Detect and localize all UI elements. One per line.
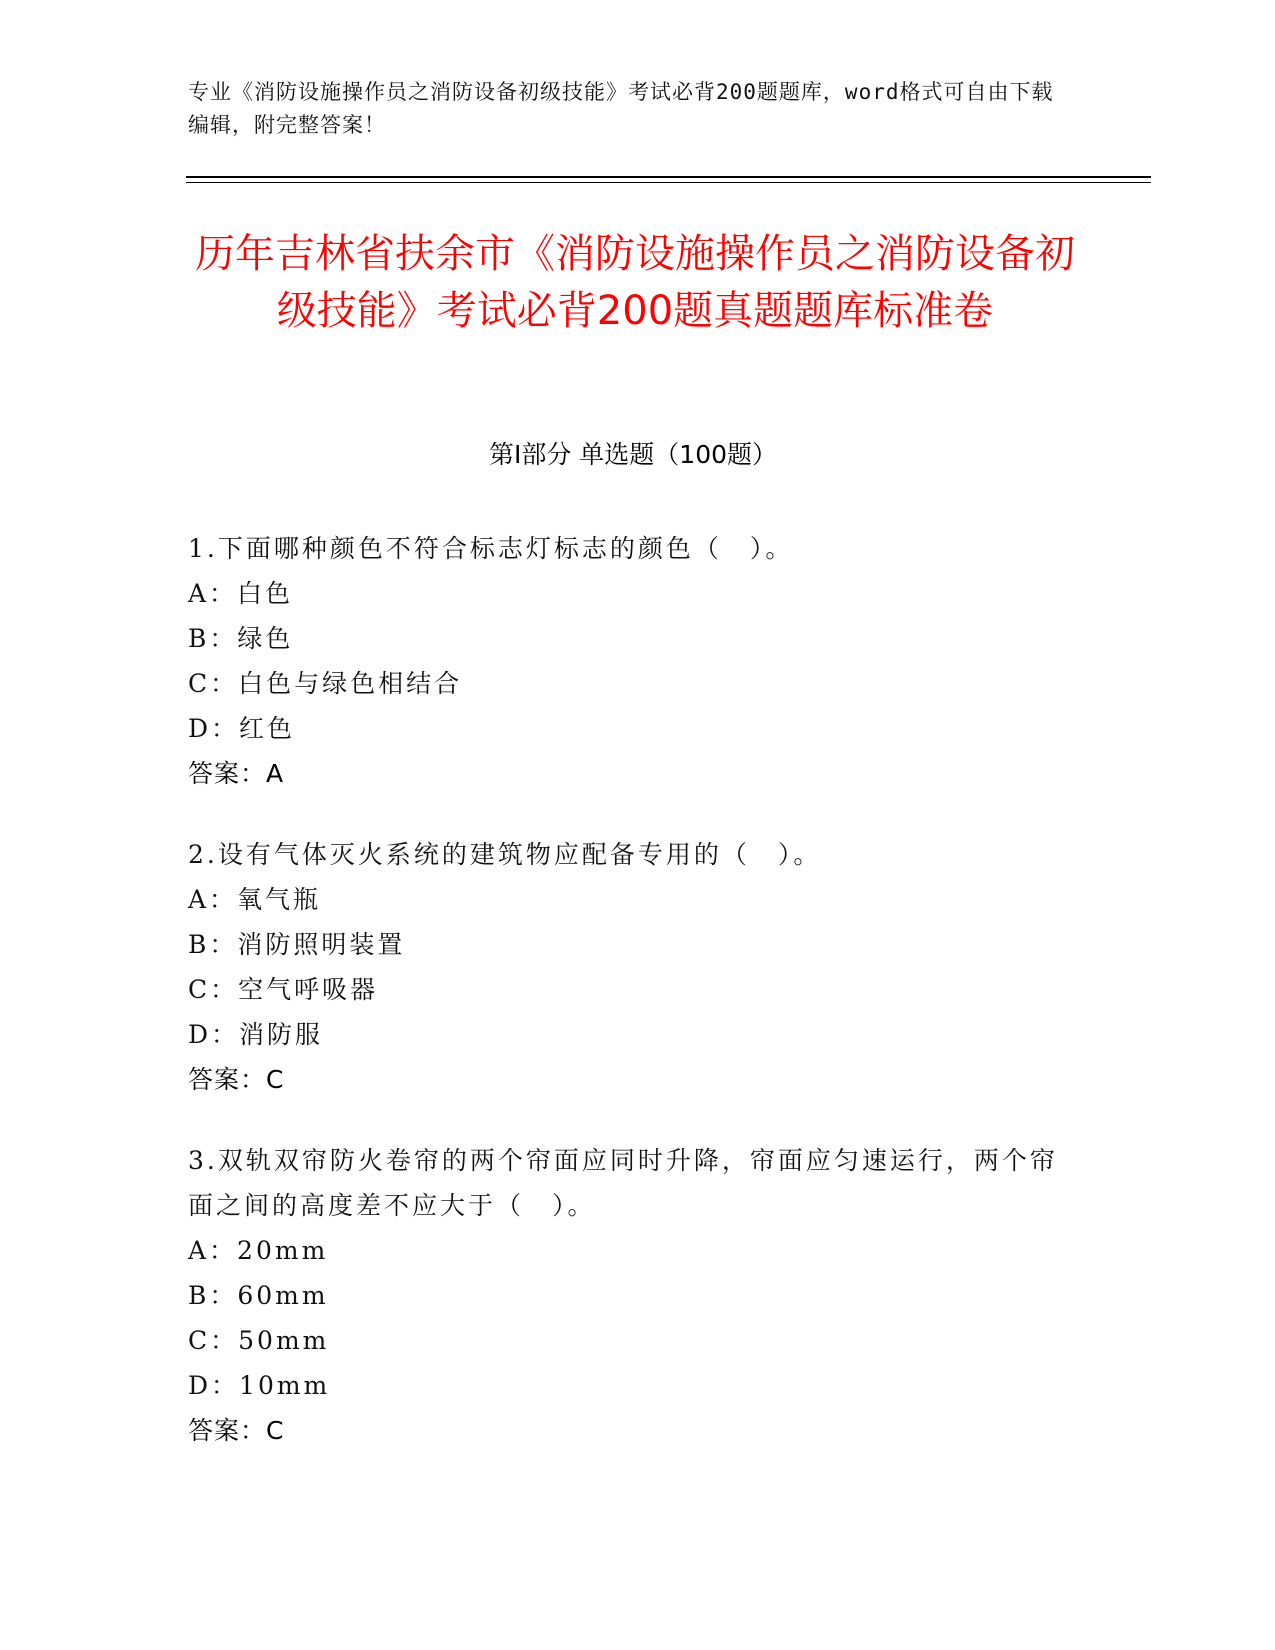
- header-divider-thin: [186, 182, 1151, 183]
- option-b: B：绿色: [188, 624, 294, 653]
- question-stem: 2.设有气体灭火系统的建筑物应配备专用的（ ）。: [188, 840, 822, 869]
- answer: 答案：C: [188, 1416, 285, 1445]
- question-list: [188, 526, 1068, 1489]
- question-stem: 1.下面哪种颜色不符合标志灯标志的颜色（ ）。: [188, 534, 794, 563]
- option-b: B：60mm: [188, 1281, 329, 1310]
- option-c: C：空气呼吸器: [188, 975, 379, 1004]
- option-a: A：白色: [188, 579, 294, 608]
- document-title: 历年吉林省扶余市《消防设施操作员之消防设备初级技能》考试必背200题真题题库标准卷: [195, 231, 1075, 334]
- header-note: 专业《消防设施操作员之消防设备初级技能》考试必背200题题库，word格式可自由下载编辑，附完整答案！: [188, 80, 1054, 137]
- section-heading: 第Ⅰ部分 单选题（100题）: [488, 440, 778, 469]
- option-d: D：10mm: [188, 1371, 331, 1400]
- question-3: [188, 1138, 1068, 1453]
- option-c: C：50mm: [188, 1326, 330, 1355]
- option-b: B：消防照明装置: [188, 930, 406, 959]
- answer: 答案：C: [188, 1065, 285, 1094]
- header-divider-thick: [186, 176, 1151, 178]
- question-2: [188, 832, 1068, 1102]
- answer: 答案：A: [188, 759, 285, 788]
- option-d: D：红色: [188, 714, 296, 743]
- question-1: [188, 526, 1068, 796]
- question-stem: 3.双轨双帘防火卷帘的两个帘面应同时升降，帘面应匀速运行，两个帘面之间的高度差不应大于（ ）。: [188, 1146, 1058, 1220]
- option-d: D：消防服: [188, 1020, 324, 1049]
- option-a: A：氧气瓶: [188, 885, 322, 914]
- option-c: C：白色与绿色相结合: [188, 669, 463, 698]
- option-a: A：20mm: [188, 1236, 329, 1265]
